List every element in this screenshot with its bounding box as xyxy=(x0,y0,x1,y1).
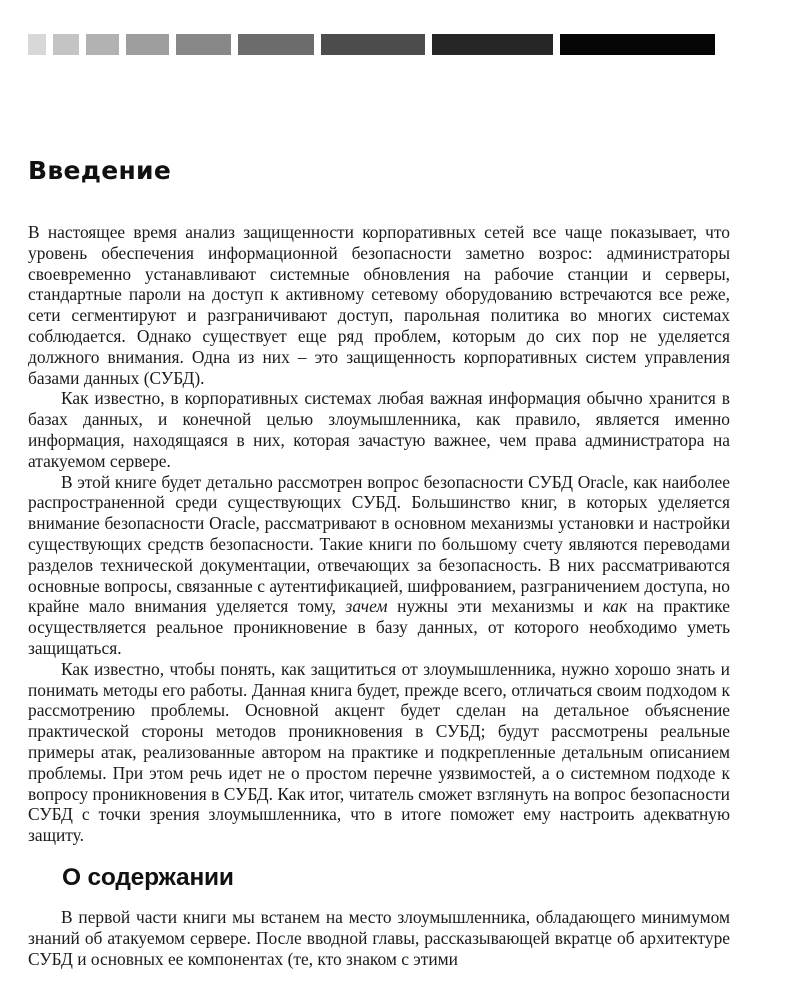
gradient-segment xyxy=(238,34,314,55)
paragraph-text: В этой книге будет детально рассмотрен вопрос безопасности СУБД Oracle, как наиболее распространенной среди существующих СУБД. Большинство книг, в которых уделяется внимание безопасности Oracle, рассматривают в основном механизмы установки и настройки существующих средств безопасности. Такие книги по большому счету являются переводами разделов технической документации, отвечающих за безопасность. В них рассматриваются основные вопросы, связанные с аутентификацией, шифрованием, разграничением доступа, но крайне мало внимания уделяется тому, xyxy=(28,471,730,617)
paragraph: В первой части книги мы встанем на место злоумышленника, обладающего минимумом знаний об атакуемом сервере. После вводной главы, рассказывающей вкратце об архитектуре СУБД и основных ее компонентах (те, кто знаком с этими xyxy=(28,907,730,969)
gradient-segment xyxy=(86,34,119,55)
gradient-segment xyxy=(53,34,79,55)
gradient-segment xyxy=(28,34,46,55)
gradient-segment xyxy=(126,34,169,55)
paragraph: Как известно, чтобы понять, как защититься от злоумышленника, нужно хорошо знать и понимать методы его работы. Данная книга будет, прежде всего, отличаться своим подходом к рассмотрению проблемы. Основной акцент будет сделан на детальное объяснение практической стороны методов проникновения в СУБД; будут рассмотрены реальные примеры атак, реализованные автором на практике и подкрепленные детальным описанием проблемы. При этом речь идет не о простом перечне уязвимостей, а о системном подходе к вопросу проникновения в СУБД. Как итог, читатель сможет взглянуть на вопрос безопасности СУБД с точки зрения злоумышленника, что в итоге поможет ему настроить адекватную защиту. xyxy=(28,658,730,846)
section-heading-contents: О содержании xyxy=(62,864,234,891)
gradient-segment xyxy=(432,34,553,55)
emphasis-text: как xyxy=(602,596,628,617)
paragraph-text: на практике осуществляется реальное проникновение в базу данных, от которого необходимо уметь защищаться. xyxy=(28,596,730,658)
section-heading-introduction: Введение xyxy=(28,156,172,185)
paragraph: Как известно, в корпоративных системах любая важная информация обычно хранится в базах данных, и конечной целью злоумышленника, как правило, является именно информация, находящаяся в них, которая зачастую важнее, чем права администратора на атакуемом сервере. xyxy=(28,388,730,471)
paragraph xyxy=(28,472,730,659)
paragraph-text: нужны эти механизмы и xyxy=(397,596,593,617)
gradient-segment xyxy=(321,34,425,55)
paragraph: В настоящее время анализ защищенности корпоративных сетей все чаще показывает, что уровень обеспечения информационной безопасности заметно возрос: администраторы своевременно устанавливают системные обновления на рабочие станции и серверы, стандартные пароли на доступ к активному сетевому оборудованию встречаются все реже, сети сегментируют и разграничивают доступ, парольная политика во многих системах соблюдается. Однако существует еще ряд проблем, которым до сих пор не уделяется должного внимания. Одна из них – это защищенность корпоративных систем управления базами данных (СУБД). xyxy=(28,222,730,388)
introduction-body xyxy=(28,222,730,846)
contents-body xyxy=(28,907,730,969)
emphasis-text: зачем xyxy=(345,596,388,617)
decorative-gradient-bar xyxy=(28,34,715,55)
gradient-segment xyxy=(176,34,231,55)
gradient-segment xyxy=(560,34,715,55)
